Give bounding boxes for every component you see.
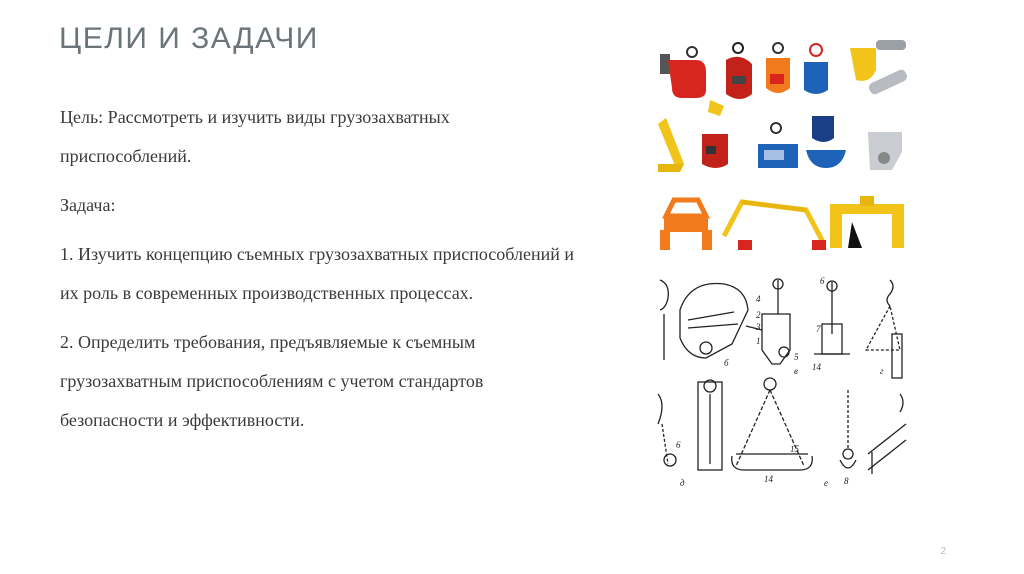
task-item-1: 1. Изучить концепцию съемных грузозахватных приспособлений и их роль в современных производственных процессах. [60, 244, 574, 303]
label-n7: 7 [816, 324, 821, 334]
goal-paragraph: Цель: Рассмотреть и изучить виды грузозахватных приспособлений. [60, 107, 450, 166]
label-n1: 1 [756, 336, 761, 346]
label-n6-top: 6 [820, 276, 825, 286]
label-d: д [680, 478, 685, 488]
label-n5: 5 [794, 352, 799, 362]
label-g: г [880, 366, 884, 376]
lifting-clamps-photo [654, 40, 910, 262]
label-e: е [824, 478, 828, 488]
task-heading: Задача: [60, 195, 116, 215]
label-n14b: 14 [764, 474, 773, 484]
label-n2: 2 [756, 310, 761, 320]
label-n15: 15 [790, 444, 799, 454]
label-v: в [794, 366, 798, 376]
task-item-2: 2. Определить требования, предъявляемые к съемным грузозахватным приспособлениям с учетом стандартов безопасности и эффективности. [60, 332, 484, 430]
slide-title: ЦЕЛИ И ЗАДАЧИ [59, 22, 319, 55]
page-number: 2 [940, 546, 946, 557]
slide-body [21, 98, 581, 450]
label-b: б [724, 358, 729, 368]
label-n3: 3 [756, 322, 761, 332]
label-n4: 4 [756, 294, 761, 304]
label-n8: 8 [844, 476, 849, 486]
label-n14a: 14 [812, 362, 821, 372]
label-n6-bottom: 6 [676, 440, 681, 450]
illustrations [654, 40, 910, 500]
lifting-devices-drawings [654, 274, 910, 500]
